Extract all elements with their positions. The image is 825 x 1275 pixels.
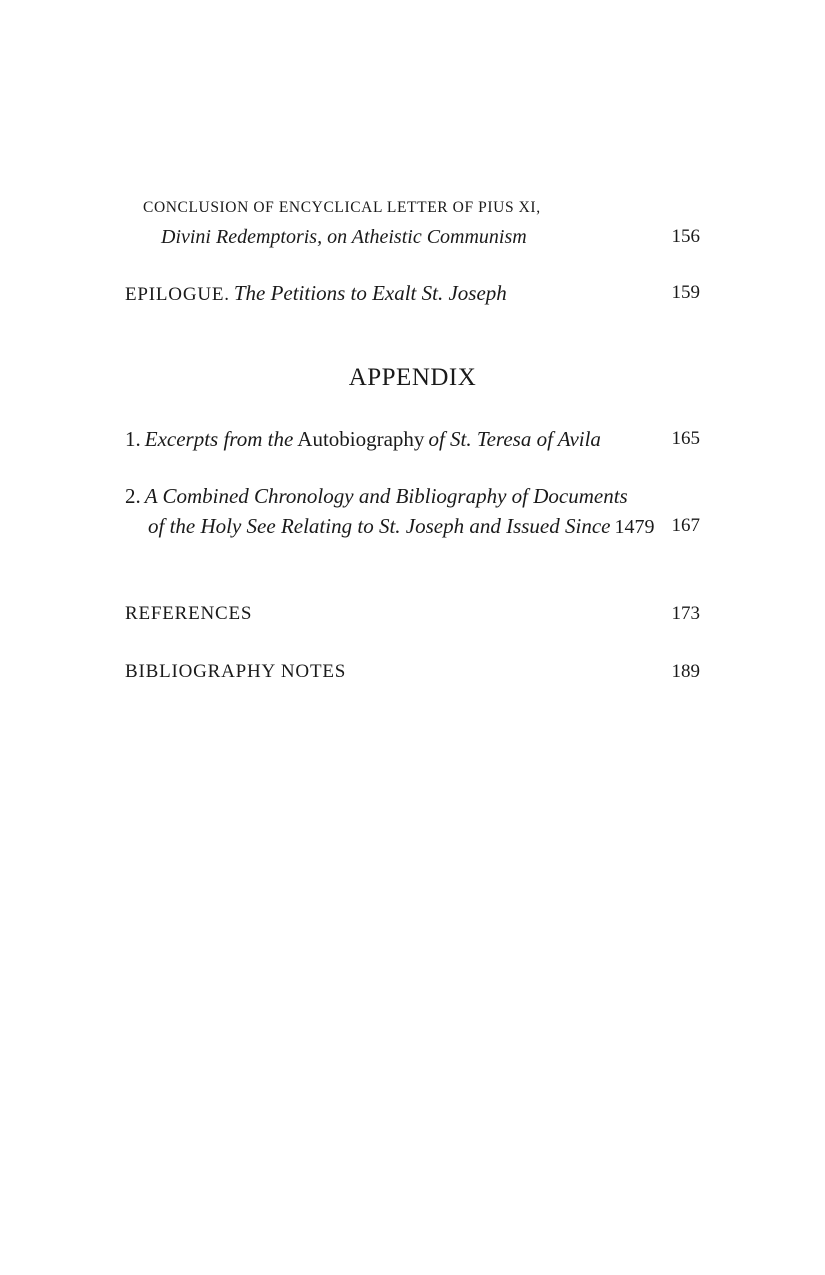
entry-text: Excerpts from the (144, 427, 294, 451)
toc-entry-conclusion (125, 193, 700, 252)
entry-label: CONCLUSION OF ENCYCLICAL LETTER OF PIUS XI, (143, 199, 541, 216)
toc-entry-line (125, 278, 700, 308)
page-number: 165 (671, 428, 700, 449)
toc-entry-line (125, 657, 700, 687)
toc-entry-epilogue (125, 278, 700, 308)
page-number: 189 (671, 661, 700, 682)
entry-label: BIBLIOGRAPHY NOTES (125, 661, 347, 682)
entry-number: 1. (125, 427, 141, 451)
toc-entry-appendix-1 (125, 424, 700, 454)
entry-text: of the Holy See Relating to St. Joseph and Issued Since (148, 514, 611, 538)
toc-entry-line (125, 511, 700, 541)
toc-entry-bibliography-notes (125, 657, 700, 687)
entry-number: 2. (125, 484, 141, 508)
entry-title: The Petitions to Exalt St. Joseph (233, 281, 507, 305)
entry-text: of St. Teresa of Avila (428, 427, 601, 451)
entry-label: REFERENCES (125, 603, 253, 624)
page-number: 167 (671, 515, 700, 536)
page-number: 159 (671, 282, 700, 303)
toc-entry-line (125, 222, 700, 252)
toc-entry-line (125, 599, 700, 629)
entry-subtitle: Divini Redemptoris, on Atheistic Communism (161, 226, 527, 248)
entry-book-title: Autobiography (297, 427, 425, 451)
entry-year: 1479 (614, 516, 655, 538)
appendix-heading: APPENDIX (348, 364, 477, 391)
entry-text: A Combined Chronology and Bibliography of Documents (144, 484, 628, 508)
page-number: 173 (671, 603, 700, 624)
toc-entry-line (125, 481, 700, 511)
toc-entry-line (125, 193, 700, 223)
toc-entry-references (125, 599, 700, 629)
entry-label: EPILOGUE. (125, 284, 230, 305)
toc-entry-appendix-2 (125, 481, 700, 541)
page-number: 156 (671, 226, 700, 247)
toc-entry-line (125, 424, 700, 454)
